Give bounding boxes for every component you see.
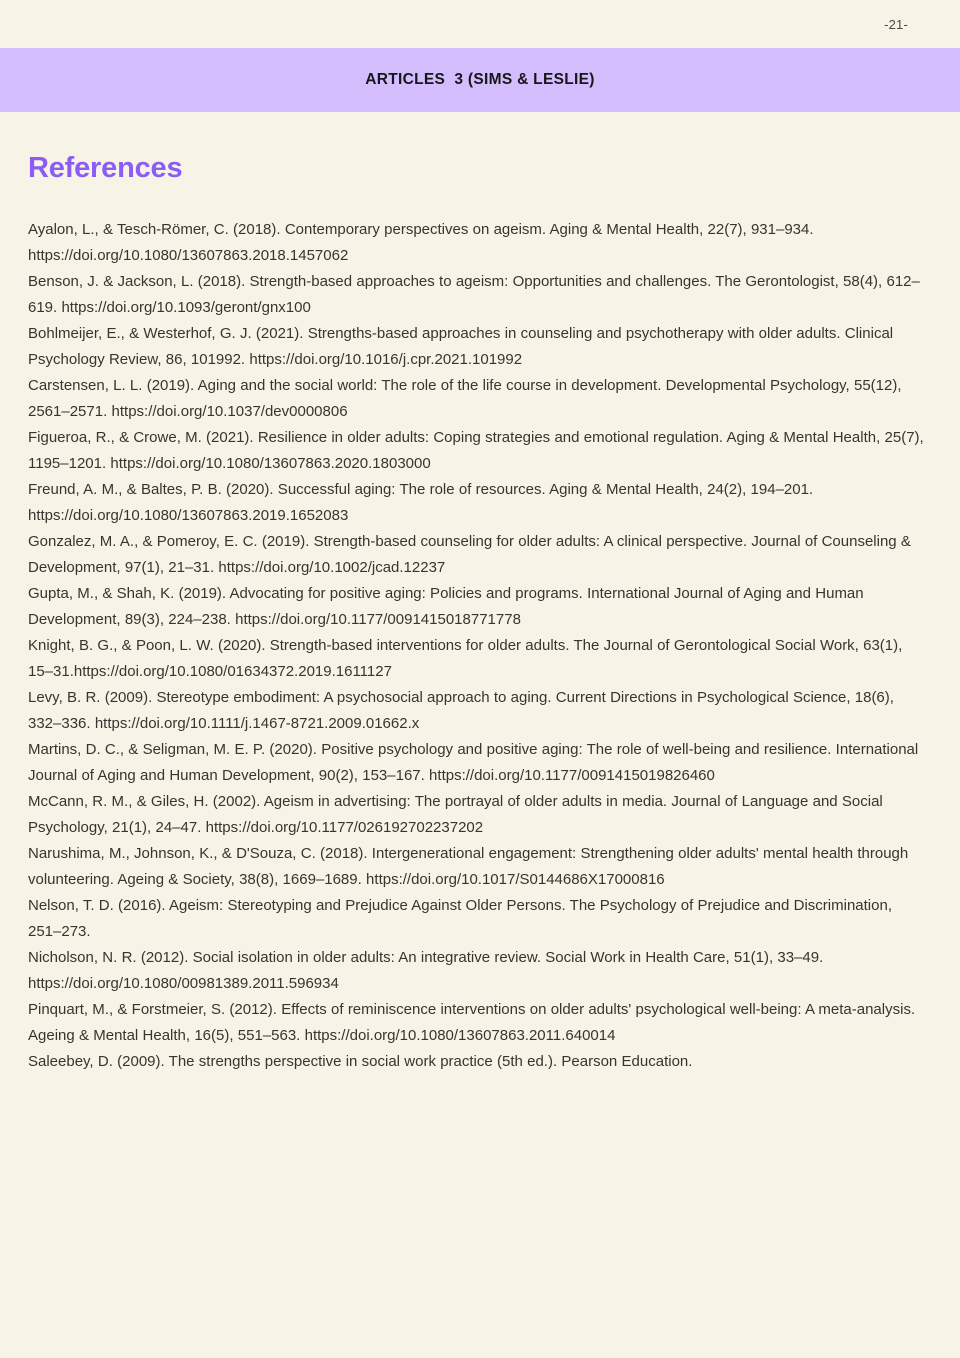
reference-entry: Narushima, M., Johnson, K., & D'Souza, C. (2018). Intergenerational engagement: Strengthening older adults' mental health through volunteering. Ageing & Society, 38(8), 1669–1689. https://doi.org/10.1017/S0144686X17000816 <box>28 845 909 888</box>
reference-entry: Carstensen, L. L. (2019). Aging and the social world: The role of the life course in development. Developmental Psychology, 55(12), 2561–2571. https://doi.org/10.1037/dev0000806 <box>28 377 902 420</box>
running-head-band <box>0 48 960 112</box>
page-number: -21- <box>884 16 908 32</box>
reference-entry: Freund, A. M., & Baltes, P. B. (2020). Successful aging: The role of resources. Aging & Mental Health, 24(2), 194–201. https://doi.org/10.1080/13607863.2019.1652083 <box>28 481 814 524</box>
reference-entry: Nicholson, N. R. (2012). Social isolation in older adults: An integrative review. Social Work in Health Care, 51(1), 33–49. https://doi.org/10.1080/00981389.2011.596934 <box>28 949 824 992</box>
reference-entry: Saleebey, D. (2009). The strengths perspective in social work practice (5th ed.). Pearson Education. <box>28 1053 693 1070</box>
reference-entry: Nelson, T. D. (2016). Ageism: Stereotyping and Prejudice Against Older Persons. The Psychology of Prejudice and Discrimination, 251–273. <box>28 897 892 940</box>
reference-entry: Martins, D. C., & Seligman, M. E. P. (2020). Positive psychology and positive aging: The role of well-being and resilience. International Journal of Aging and Human Development, 90(2), 153–167. https://doi.org/10.1177/0091415019826460 <box>28 741 919 784</box>
reference-entry: Figueroa, R., & Crowe, M. (2021). Resilience in older adults: Coping strategies and emotional regulation. Aging & Mental Health, 25(7), 1195–1201. https://doi.org/10.1080/13607863.2020.1803000 <box>28 429 924 472</box>
reference-entry: Gonzalez, M. A., & Pomeroy, E. C. (2019). Strength-based counseling for older adults: A clinical perspective. Journal of Counseling & Development, 97(1), 21–31. https://doi.org/10.1002/jcad.12237 <box>28 533 911 576</box>
reference-entry: Ayalon, L., & Tesch-Römer, C. (2018). Contemporary perspectives on ageism. Aging & Mental Health, 22(7), 931–934. https://doi.org/10.1080/13607863.2018.1457062 <box>28 221 814 264</box>
reference-entry: Knight, B. G., & Poon, L. W. (2020). Strength-based interventions for older adults. The Journal of Gerontological Social Work, 63(1), 15–31.https://doi.org/10.1080/01634372.2019.1611127 <box>28 637 903 680</box>
reference-entry: Gupta, M., & Shah, K. (2019). Advocating for positive aging: Policies and programs. International Journal of Aging and Human Development, 89(3), 224–238. https://doi.org/10.1177/0091415018771778 <box>28 585 864 628</box>
page-number-row <box>0 0 960 48</box>
reference-entry: Levy, B. R. (2009). Stereotype embodiment: A psychosocial approach to aging. Current Directions in Psychological Science, 18(6), 332–336. https://doi.org/10.1111/j.1467-8721.2009.01662.x <box>28 689 894 732</box>
reference-entry: Pinquart, M., & Forstmeier, S. (2012). Effects of reminiscence interventions on older adults' psychological well-being: A meta-analysis. Ageing & Mental Health, 16(5), 551–563. https://doi.org/10.1080/13607863.2011.640014 <box>28 1001 916 1044</box>
running-head-title: ARTICLES 3 (SIMS & LESLIE) <box>365 71 595 88</box>
reference-list <box>28 217 930 1075</box>
reference-entry: Benson, J. & Jackson, L. (2018). Strength-based approaches to ageism: Opportunities and challenges. The Gerontologist, 58(4), 612–619. https://doi.org/10.1093/geront/gnx100 <box>28 273 920 316</box>
page-content <box>0 112 960 1075</box>
page-title: References <box>28 152 183 184</box>
reference-entry: McCann, R. M., & Giles, H. (2002). Ageism in advertising: The portrayal of older adults in media. Journal of Language and Social Psychology, 21(1), 24–47. https://doi.org/10.1177/026192702237202 <box>28 793 883 836</box>
reference-entry: Bohlmeijer, E., & Westerhof, G. J. (2021). Strengths-based approaches in counseling and psychotherapy with older adults. Clinical Psychology Review, 86, 101992. https://doi.org/10.1016/j.cpr.2021.101992 <box>28 325 894 368</box>
